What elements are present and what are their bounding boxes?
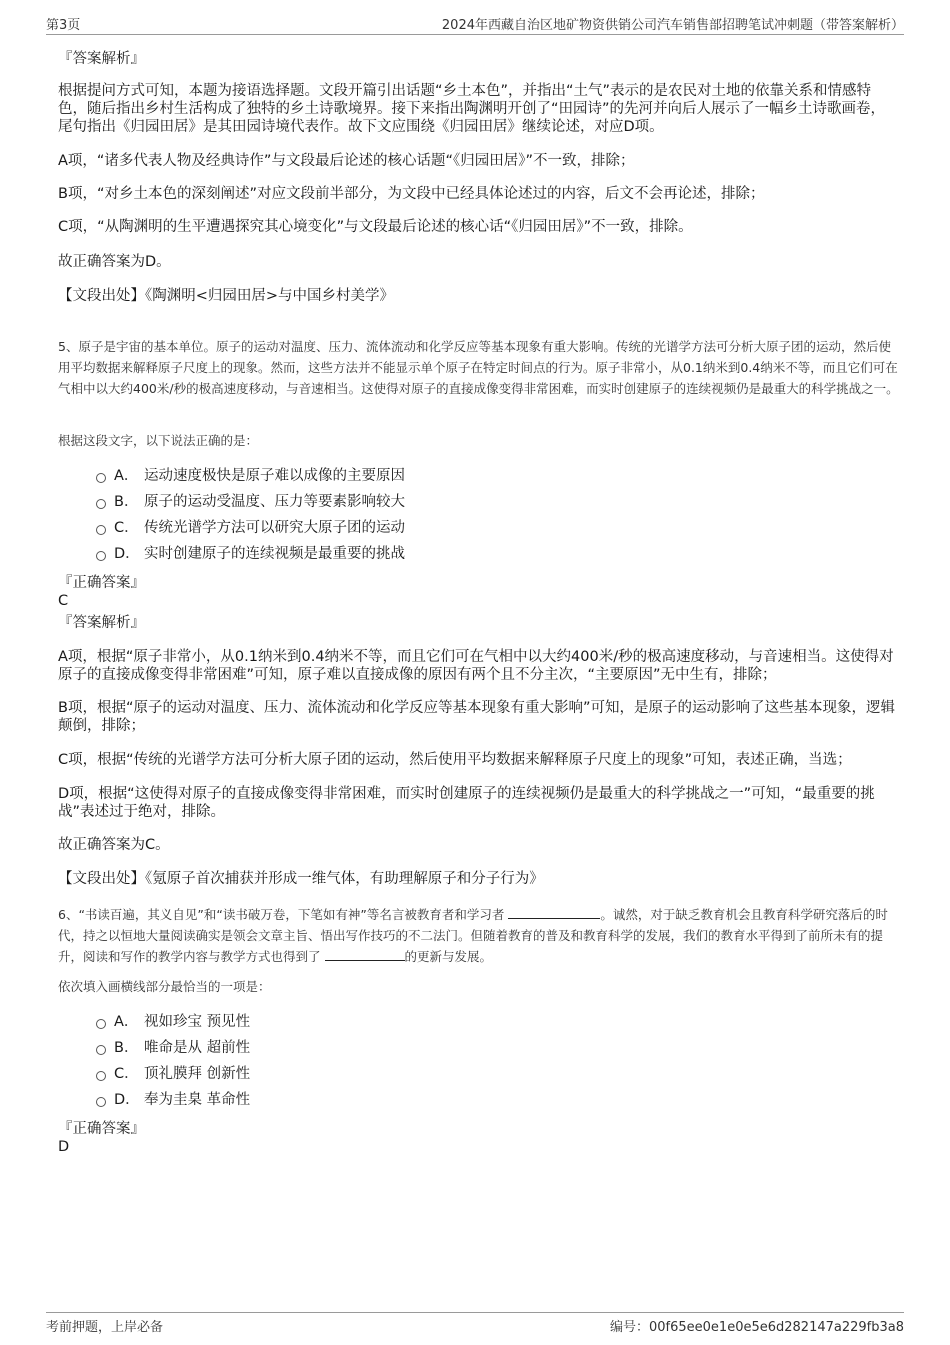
q6-option-a[interactable]: A． 视如珍宝 预见性 <box>96 1012 250 1032</box>
q5-option-a[interactable]: A． 运动速度极快是原子难以成像的主要原因 <box>96 466 405 486</box>
page-header <box>46 14 904 35</box>
q6-question: 依次填入画横线部分最恰当的一项是： <box>58 979 271 994</box>
q5-analysis-a: A项，根据“原子非常小，从0.1纳米到0.4纳米不等，而且它们可在气相中以大约400米/秒的极高速度移动，与音速相当。这使得对原子的直接成像变得非常困难”可知，原子难以直接成像的原因有两个且不分主次，“主要原因”无中生有，排除； <box>58 649 894 683</box>
radio-icon[interactable] <box>96 1045 106 1055</box>
q5-question: 根据这段文字，以下说法正确的是： <box>58 433 259 448</box>
q6-option-b[interactable]: B． 唯命是从 超前性 <box>96 1038 250 1058</box>
q4-source: 【文段出处】《陶渊明<归园田居>与中国乡村美学》 <box>58 288 395 304</box>
q4-analysis-b: B项，“对乡土本色的深刻阐述”对应文段前半部分，为文段中已经具体论述过的内容，后文不会再论述，排除； <box>58 186 765 202</box>
q5-analysis-c: C项，根据“传统的光谱学方法可分析大原子团的运动，然后使用平均数据来解释原子尺度上的现象”可知，表述正确，当选； <box>58 752 852 768</box>
footer-slogan: 考前押题，上岸必备 <box>46 1320 164 1335</box>
q6-blank-2 <box>325 947 405 961</box>
q4-analysis-label: 『答案解析』 <box>58 51 145 67</box>
q4-analysis-a: A项，“诸多代表人物及经典诗作”与文段最后论述的核心话题“《归园田居》”不一致，排除； <box>58 153 635 169</box>
q6-answer: D <box>58 1139 70 1155</box>
page-number: 第3页 <box>46 18 81 33</box>
q6-option-d[interactable]: D． 奉为圭臬 革命性 <box>96 1090 250 1110</box>
radio-icon[interactable] <box>96 1097 106 1107</box>
q6-option-c[interactable]: C． 顶礼膜拜 创新性 <box>96 1064 250 1084</box>
q5-option-d[interactable]: D． 实时创建原子的连续视频是最重要的挑战 <box>96 544 405 564</box>
q6-answer-label: 『正确答案』 <box>58 1121 145 1137</box>
radio-icon[interactable] <box>96 499 106 509</box>
document-id: 编号：00f65ee0e1e0e5e6d282147a229fb3a8 <box>610 1320 904 1335</box>
document-title: 2024年西藏自治区地矿物资供销公司汽车销售部招聘笔试冲刺题（带答案解析） <box>441 18 904 33</box>
q4-conclusion: 故正确答案为D。 <box>58 254 171 270</box>
q5-option-c[interactable]: C． 传统光谱学方法可以研究大原子团的运动 <box>96 518 405 538</box>
q5-answer: C <box>58 593 69 609</box>
radio-icon[interactable] <box>96 551 106 561</box>
radio-icon[interactable] <box>96 1019 106 1029</box>
q5-answer-label: 『正确答案』 <box>58 575 145 591</box>
radio-icon[interactable] <box>96 525 106 535</box>
q4-analysis-c: C项，“从陶渊明的生平遭遇探究其心境变化”与文段最后论述的核心话“《归园田居》”不一致，排除。 <box>58 219 693 235</box>
q5-source: 【文段出处】《氪原子首次捕获并形成一维气体，有助理解原子和分子行为》 <box>58 871 544 887</box>
radio-icon[interactable] <box>96 473 106 483</box>
q4-analysis-text: 根据提问方式可知，本题为接语选择题。文段开篇引出话题“乡土本色”，并指出“土气”表示的是农民对土地的依靠关系和情感特色，随后指出乡村生活构成了独特的乡土诗歌境界。接下来指出陶渊明开创了“田园诗”的先河并向后人展示了一幅乡土诗歌画卷，尾句指出《归园田居》是其田园诗境代表作。故下文应围绕《归园田居》继续论述，对应D项。 <box>58 83 886 135</box>
page-footer <box>46 1312 904 1335</box>
q5-analysis-d: D项，根据“这使得对原子的直接成像变得非常困难，而实时创建原子的连续视频仍是最重大的科学挑战之一”可知，“最重要的挑战”表述过于绝对，排除。 <box>58 786 875 820</box>
q5-stem: 5、原子是宇宙的基本单位。原子的运动对温度、压力、流体流动和化学反应等基本现象有重大影响。传统的光谱学方法可分析大原子团的运动，然后使用平均数据来解释原子尺度上的现象。然而，这些方法并不能显示单个原子在特定时间点的行为。原子非常小，从0.1纳米到0.4纳米不等，而且它们可在气相中以大约400米/秒的极高速度移动，与音速相当。这使得对原子的直接成像变得非常困难，而实时创建原子的连续视频仍是最重大的科学挑战之一。 <box>58 339 899 396</box>
q6-blank-1 <box>508 905 600 919</box>
q5-analysis-b: B项，根据“原子的运动对温度、压力、流体流动和化学反应等基本现象有重大影响”可知，是原子的运动影响了这些基本现象，逻辑颠倒，排除； <box>58 700 895 734</box>
radio-icon[interactable] <box>96 1071 106 1081</box>
q5-conclusion: 故正确答案为C。 <box>58 837 170 853</box>
q5-option-b[interactable]: B． 原子的运动受温度、压力等要素影响较大 <box>96 492 405 512</box>
q5-analysis-label: 『答案解析』 <box>58 615 145 631</box>
q6-stem: 6、“书读百遍，其义自见”和“读书破万卷，下笔如有神”等名言被教育者和学习者 。诚然，对于缺乏教育机会且教育科学研究落后的时代，持之以恒地大量阅读确实是领会文章主旨、悟出写作技巧的不二法门。但随着教育的普及和教育科学的发展，我们的教育水平得到了前所未有的提升，阅读和写作的教学内容与教学方式也得到了 的更新与发展。 <box>58 907 888 964</box>
